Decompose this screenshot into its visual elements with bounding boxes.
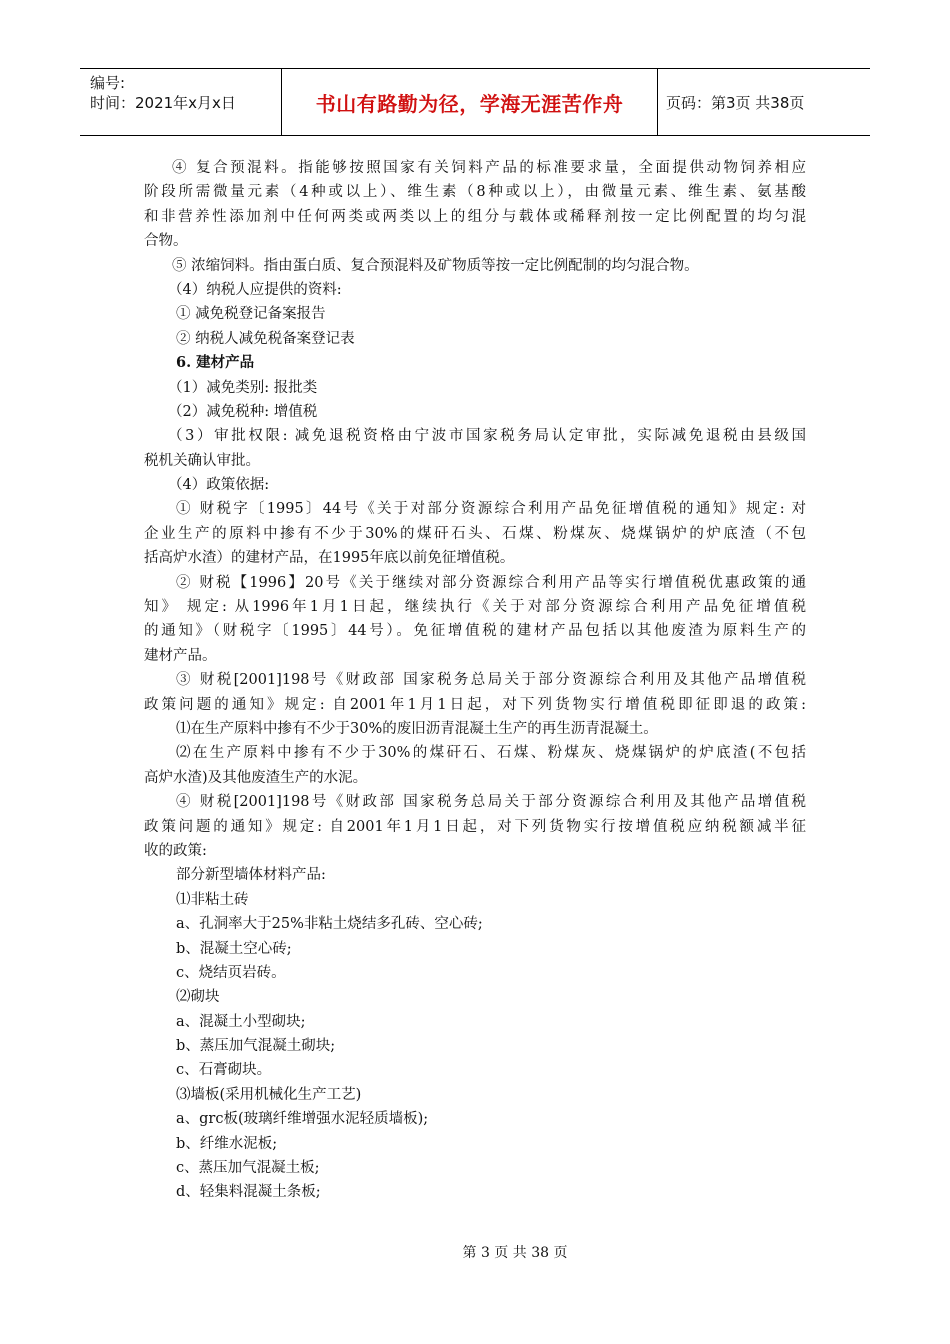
body-line: b、纤维水泥板;: [176, 1135, 278, 1152]
body-line: 部分新型墙体材料产品:: [176, 867, 326, 884]
body-line: 政策问题的通知》规定: 自2001年1月1日起，对下列货物实行增值税即征即退的政策:: [144, 696, 806, 713]
body-line: d、轻集料混凝土条板;: [176, 1184, 321, 1201]
body-line: 合物。: [144, 233, 188, 250]
body-line: ⑤ 浓缩饲料。指由蛋白质、复合预混料及矿物质等按一定比例配制的均匀混合物。: [172, 257, 699, 274]
document-date: 时间：2021年x月x日: [90, 94, 236, 112]
body-line: 知》 规定: 从1996年1月1日起，继续执行《关于对部分资源综合利用产品免征增值税: [144, 599, 806, 616]
body-line: 和非营养性添加剂中任何两类或两类以上的组分与载体或稀释剂按一定比例配置的均匀混: [144, 208, 806, 225]
section-heading: 6. 建材产品: [176, 354, 255, 372]
body-line: c、石膏砌块。: [176, 1062, 272, 1079]
body-line: ⑵砌块: [176, 989, 220, 1006]
body-line: ① 财税字〔1995〕44号《关于对部分资源综合利用产品免征增值税的通知》规定: 对: [176, 501, 806, 518]
body-line: b、蒸压加气混凝土砌块;: [176, 1038, 336, 1055]
body-line: （3）审批权限: 减免退税资格由宁波市国家税务局认定审批，实际减免退税由县级国: [168, 428, 806, 445]
header-page-number: 页码：第3页 共38页: [666, 93, 805, 112]
body-line: （2）减免税种: 增值税: [168, 403, 318, 420]
body-line: a、grc板(玻璃纤维增强水泥轻质墙板);: [176, 1111, 429, 1128]
body-line: 阶段所需微量元素（4种或以上）、维生素（8种或以上），由微量元素、维生素、氨基酸: [144, 184, 806, 201]
body-line: 政策问题的通知》规定: 自2001年1月1日起，对下列货物实行按增值税应纳税额减半征: [144, 818, 806, 835]
body-line: ④ 财税[2001]198号《财政部 国家税务总局关于部分资源综合利用及其他产品增值税: [176, 794, 806, 811]
body-line: （4）纳税人应提供的资料:: [168, 281, 342, 298]
body-line: a、孔洞率大于25%非粘土烧结多孔砖、空心砖;: [176, 916, 483, 933]
body-line: ④ 复合预混料。指能够按照国家有关饲料产品的标准要求量，全面提供动物饲养相应: [172, 160, 806, 176]
body-line: ⑴在生产原料中掺有不少于30%的废旧沥青混凝土生产的再生沥青混凝土。: [176, 720, 658, 737]
header-meta: [80, 69, 282, 135]
body-line: 的通知》（财税字〔1995〕44号）。免征增值税的建材产品包括以其他废渣为原料生产的: [144, 623, 806, 640]
body-line: ① 减免税登记备案报告: [176, 306, 326, 323]
body-line: 收的政策:: [144, 842, 207, 859]
body-line: ⑶墙板(采用机械化生产工艺): [176, 1086, 362, 1103]
body-line: 企业生产的原料中掺有不少于30%的煤矸石头、石煤、粉煤灰、烧煤锅炉的炉底渣（不包: [144, 525, 806, 542]
body-line: ② 纳税人减免税备案登记表: [176, 330, 355, 347]
page-header: [80, 68, 870, 136]
body-line: c、蒸压加气混凝土板;: [176, 1160, 320, 1177]
header-motto: 书山有路勤为径，学海无涯苦作舟: [282, 69, 658, 135]
body-line: c、烧结页岩砖。: [176, 964, 286, 981]
body-line: ⑵在生产原料中掺有不少于30%的煤矸石、石煤、粉煤灰、烧煤锅炉的炉底渣(不包括: [176, 745, 806, 762]
body-line: a、混凝土小型砌块;: [176, 1013, 306, 1030]
body-line: 税机关确认审批。: [144, 452, 260, 469]
body-line: b、混凝土空心砖;: [176, 940, 292, 957]
page-footer: 第 3 页 共 38 页: [462, 1245, 568, 1261]
body-line: 高炉水渣)及其他废渣生产的水泥。: [144, 769, 368, 786]
body-line: ⑴非粘土砖: [176, 891, 249, 908]
body-line: 括高炉水渣）的建材产品，在1995年底以前免征增值税。: [144, 550, 515, 567]
body-line: （1）减免类别: 报批类: [168, 379, 318, 396]
body-line: ② 财税【1996】20号《关于继续对部分资源综合利用产品等实行增值税优惠政策的通: [176, 574, 806, 591]
body-line: ③ 财税[2001]198号《财政部 国家税务总局关于部分资源综合利用及其他产品增值税: [176, 672, 806, 689]
document-number-label: 编号:: [90, 74, 126, 92]
body-line: 建材产品。: [144, 647, 217, 664]
body-line: （4）政策依据:: [168, 477, 270, 494]
document-body: [144, 156, 806, 1205]
